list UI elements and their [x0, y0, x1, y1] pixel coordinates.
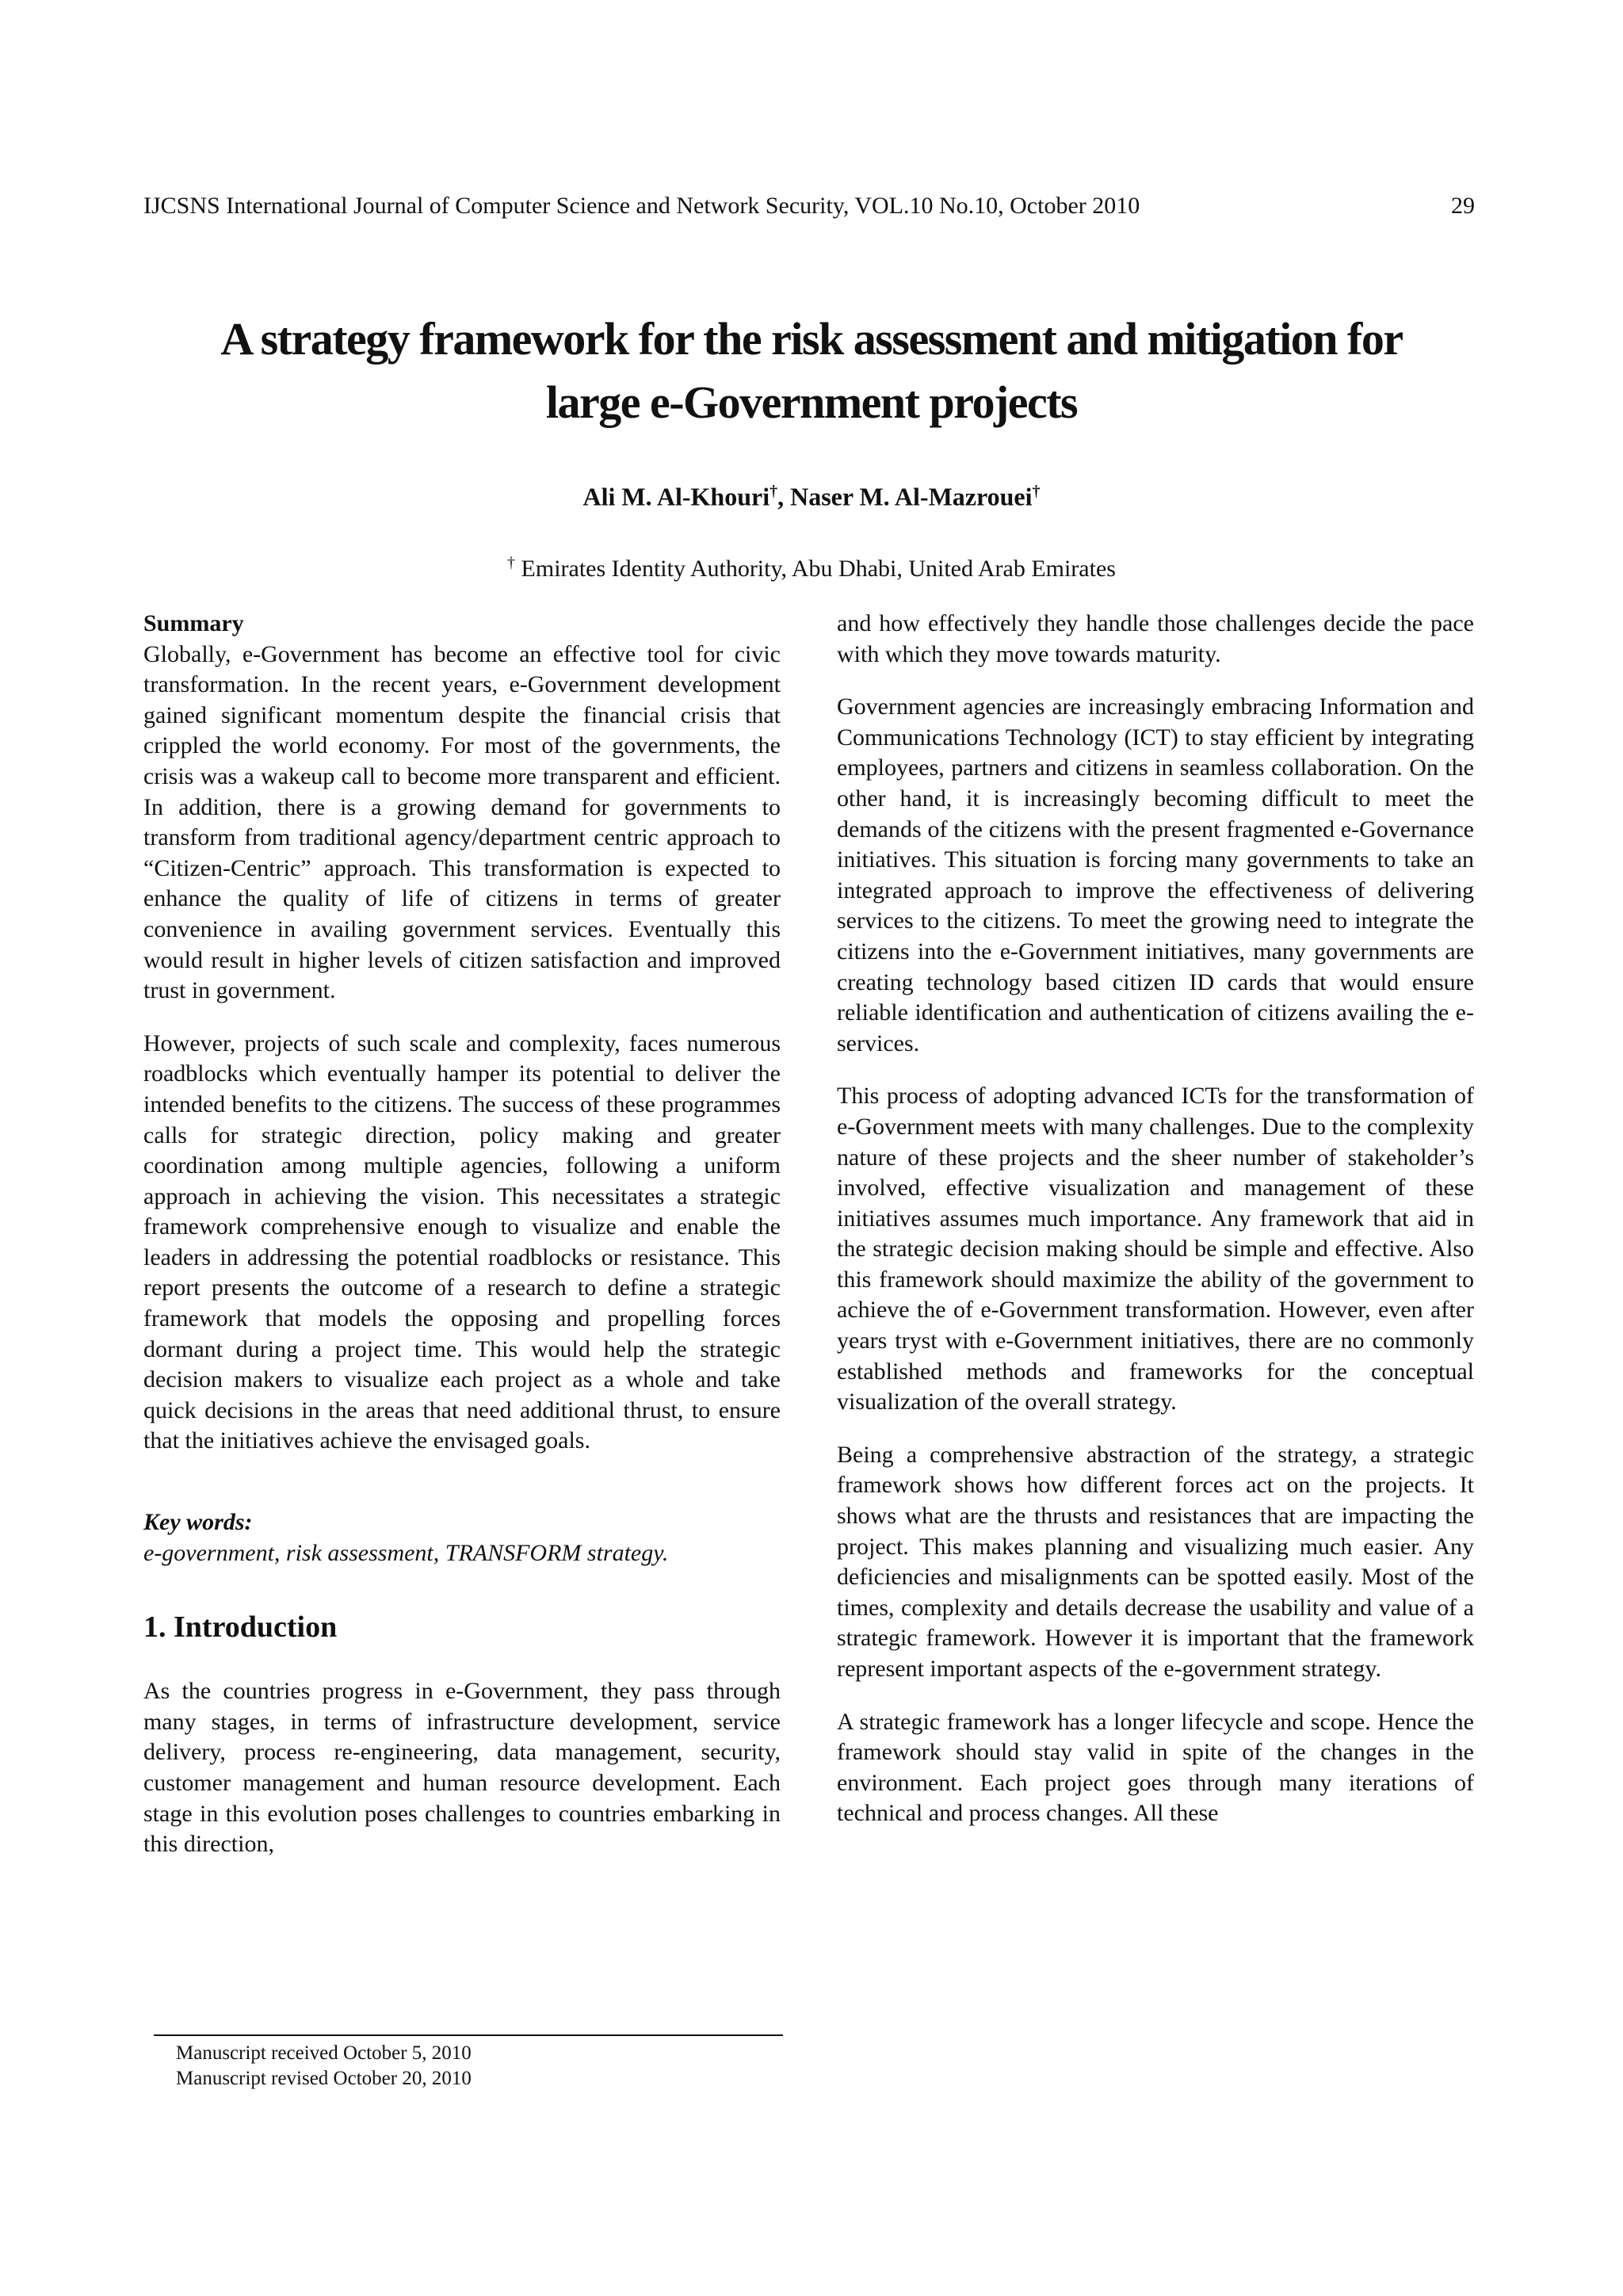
summary-heading: Summary [143, 610, 244, 636]
paper-title [119, 308, 1504, 434]
keywords-heading: Key words: [143, 1509, 253, 1536]
summary-paragraph-1: Globally, e-Government has become an effective tool for civic transformation. In the recent years, e-Government development gained significant momentum despite the financial crisis that crippled the world economy. For most of the governments, the crisis was a wakeup call to become more transparent and efficient. In addition, there is a growing demand for governments to transform from traditional agency/department centric approach to “Citizen-Centric” approach. This transformation is expected to enhance the quality of life of citizens in terms of greater convenience in availing government services. Eventually this would result in higher levels of citizen satisfaction and improved trust in government. [143, 640, 781, 1004]
affiliation-dagger: † [507, 554, 516, 571]
right-paragraph-2: Government agencies are increasingly embracing Information and Communications Technology (ICT) to stay efficient by integrating employees, partners and citizens in seamless collaboration. On the other hand, it is increasingly becoming difficult to meet the demands of the citizens with the present fragmented e-Governance initiatives. This situation is forcing many governments to take an integrated approach to improve the effectiveness of delivering services to the citizens. To meet the growing need to integrate the citizens into the e-Government initiatives, many governments are creating technology based citizen ID cards that would ensure reliable identification and authentication of citizens availing the e-services. [837, 693, 1474, 1056]
author-separator: , [777, 482, 791, 511]
introduction-paragraph-1: As the countries progress in e-Government, they pass through many stages, in terms of infrastructure development, service delivery, process re-engineering, data management, security, customer management and human resource development. Each stage in this evolution poses challenges to countries embarking in this direction, [143, 1678, 781, 1858]
author-list [0, 476, 1623, 513]
author-1: Ali M. Al-Khouri [582, 482, 770, 511]
footnotes [176, 2041, 472, 2092]
author-2: Naser M. Al-Mazrouei [790, 482, 1033, 511]
running-head [143, 191, 1475, 221]
summary-paragraph-2: However, projects of such scale and complexity, faces numerous roadblocks which eventually hamper its potential to deliver the intended benefits to the citizens. The success of these programmes calls for strategic direction, policy making and greater coordination among multiple agencies, following a uniform approach in achieving the vision. This necessitates a strategic framework comprehensive enough to visualize and enable the leaders in addressing the potential roadblocks or resistance. This report presents the outcome of a research to define a strategic framework that models the opposing and propelling forces dormant during a project time. This would help the strategic decision makers to visualize each project as a whole and take quick decisions in the areas that need additional thrust, to ensure that the initiatives achieve the envisaged goals. [143, 1030, 781, 1454]
footnote-revised: Manuscript revised October 20, 2010 [176, 2068, 472, 2089]
right-paragraph-3: This process of adopting advanced ICTs for the transformation of e-Government meets with many challenges. Due to the complexity nature of these projects and the sheer number of stakeholder’s involved, effective visualization and management of these initiatives assumes much importance. Any framework that aid in the strategic decision making should be simple and effective. Also this framework should maximize the ability of the government to achieve the of e-Government transformation. However, even after years tryst with e-Government initiatives, there are no commonly established methods and frameworks for the conceptual visualization of the overall strategy. [837, 1083, 1474, 1415]
right-paragraph-1: and how effectively they handle those challenges decide the pace with which they move towards maturity. [837, 610, 1474, 667]
right-paragraph-5: A strategic framework has a longer lifecycle and scope. Hence the framework should stay valid in spite of the changes in the environment. Each project goes through many iterations of technical and process changes. All these [837, 1708, 1474, 1827]
footnote-divider [154, 2034, 783, 2036]
journal-name: IJCSNS International Journal of Computer Science and Network Security, VOL.10 No.10, October 2010 [143, 193, 1140, 219]
title-line-2: large e-Government projects [545, 376, 1078, 428]
title-line-1: A strategy framework for the risk assessment and mitigation for [220, 313, 1403, 365]
right-column [837, 609, 1474, 1851]
keywords-text: e-government, risk assessment, TRANSFORM strategy. [143, 1539, 669, 1566]
left-column [143, 609, 781, 1882]
right-paragraph-4: Being a comprehensive abstraction of the strategy, a strategic framework shows how different forces act on the projects. It shows what are the thrusts and resistances that are impacting the project. This makes planning and visualizing much easier. Any deficiencies and misalignments can be spotted easily. Most of the times, complexity and details decrease the usability and value of a strategic framework. However it is important that the framework represent important aspects of the e-government strategy. [837, 1441, 1474, 1682]
introduction-heading: 1. Introduction [143, 1610, 338, 1645]
footnote-received: Manuscript received October 5, 2010 [176, 2042, 472, 2064]
affiliation-text: Emirates Identity Authority, Abu Dhabi, United Arab Emirates [515, 556, 1116, 582]
page-number: 29 [1451, 193, 1475, 219]
affiliation [0, 547, 1623, 585]
author-2-dagger: † [1032, 483, 1041, 500]
author-1-dagger: † [769, 483, 778, 500]
